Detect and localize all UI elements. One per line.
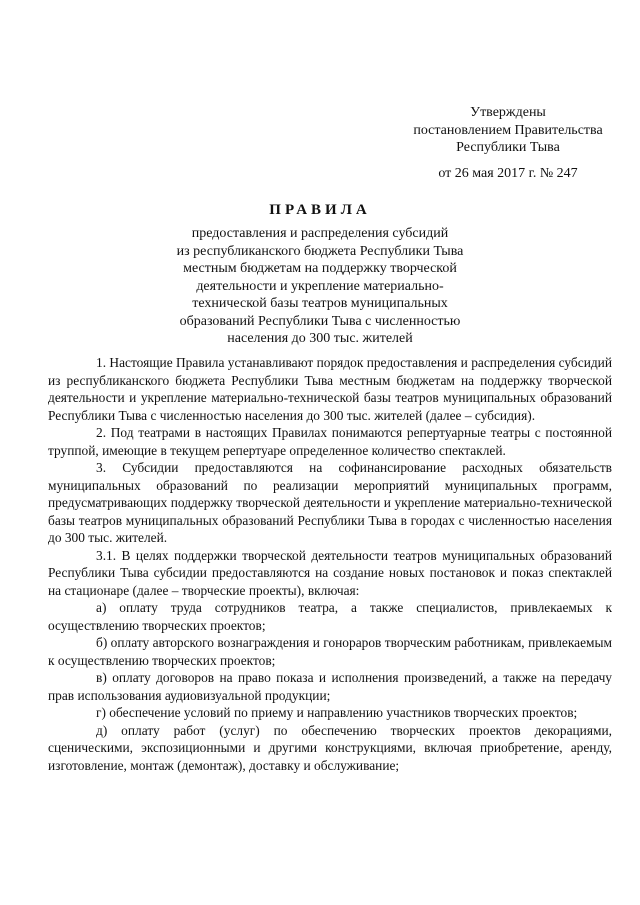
approval-gap	[400, 157, 616, 165]
approval-block	[400, 104, 616, 182]
paragraph-item-v: в) оплату договоров на право показа и исполнения произведений, а также на передачу прав использования аудиовизуальной продукции;	[48, 670, 612, 703]
approval-line-republic: Республики Тыва	[456, 140, 560, 155]
document-body	[48, 354, 612, 774]
paragraph-3-1: 3.1. В целях поддержки творческой деятельности театров муниципальных образований Республики Тыва субсидии предоставляются на создание новых постановок и показ спектаклей на стационаре (далее – творческие проекты), включая:	[48, 547, 612, 598]
approval-line-resolution: постановлением Правительства	[413, 122, 603, 138]
subtitle-line: технической базы театров муниципальных	[192, 296, 448, 311]
subtitle-line: образований Республики Тыва с численностью	[179, 313, 461, 329]
paragraph-item-g: г) обеспечение условий по приему и направлению участников творческих проектов;	[96, 705, 578, 720]
paragraph-item-d: д) оплату работ (услуг) по обеспечению творческих проектов декорациями, сценическими, экспозиционными и другими конструкциями, включая приобретение, аренду, изготовление, монтаж (демонтаж), доставку и обслуживание;	[48, 722, 612, 773]
document-title: ПРАВИЛА	[269, 202, 371, 218]
paragraph-item-a: а) оплату труда сотрудников театра, а также специалистов, привлекаемых к осуществлению творческих проектов;	[48, 600, 612, 633]
subtitle-line: деятельности и укрепление материально-	[196, 278, 444, 294]
paragraph-2: 2. Под театрами в настоящих Правилах понимаются репертуарные театры с постоянной труппой, имеющие в текущем репертуаре определенное количество спектаклей.	[48, 425, 612, 458]
paragraph-item-b: б) оплату авторского вознаграждения и гонораров творческим работникам, привлекаемым к осуществлению творческих проектов;	[48, 635, 612, 668]
approval-date: от 26 мая 2017 г. № 247	[438, 165, 578, 181]
paragraph-3: 3. Субсидии предоставляются на софинансирование расходных обязательств муниципальных образований по реализации мероприятий муниципальных программ, предусматривающих поддержку творческой деятельности и укрепление материально-технической базы театров муниципальных образований Республики Тыва в городах с численностью населения до 300 тыс. жителей.	[48, 460, 612, 545]
approval-line-approved: Утверждены	[470, 105, 546, 120]
subtitle-line: местным бюджетам на поддержку творческой	[183, 261, 457, 276]
subtitle-line: из республиканского бюджета Республики Тыва	[176, 243, 464, 259]
paragraph-1: 1. Настоящие Правила устанавливают порядок предоставления и распределения субсидий из республиканского бюджета Республики Тыва местным бюджетам на поддержку творческой деятельности и укрепление материально-технической базы театров муниципальных образований Республики Тыва с численностью населения до 300 тыс. жителей (далее – субсидия).	[48, 355, 612, 423]
subtitle-line: предоставления и распределения субсидий	[191, 226, 449, 241]
document-subtitle	[0, 225, 640, 348]
subtitle-line: населения до 300 тыс. жителей	[227, 331, 413, 346]
